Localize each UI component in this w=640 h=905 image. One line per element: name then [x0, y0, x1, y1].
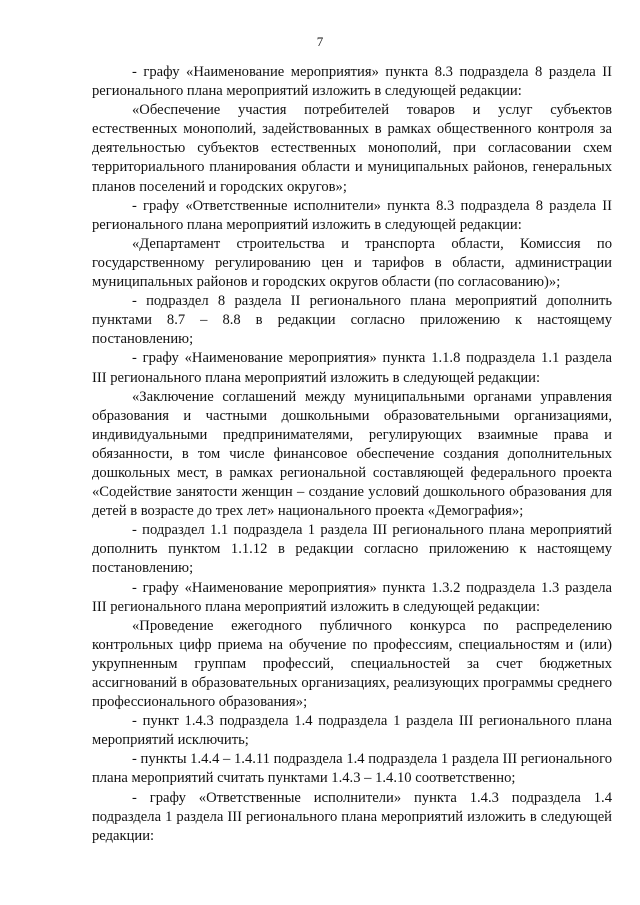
paragraph: - графу «Ответственные исполнители» пункта 1.4.3 подраздела 1.4 подраздела 1 раздела III регионального плана мероприятий изложить в следующей редакции: [92, 789, 612, 844]
page-number: 7 [316, 34, 324, 49]
paragraph: - графу «Ответственные исполнители» пункта 8.3 подраздела 8 раздела II регионального плана мероприятий изложить в следующей редакции: [92, 197, 612, 233]
paragraph: - пункты 1.4.4 – 1.4.11 подраздела 1.4 подраздела 1 раздела III регионального плана мероприятий считать пунктами 1.4.3 – 1.4.10 соответственно; [92, 751, 612, 787]
paragraph: «Обеспечение участия потребителей товаров и услуг субъектов естественных монополий, задействованных в рамках общественного контроля за деятельностью субъектов естественных монополий, при согласовании схем территориального планирования области и муниципальных районов, генеральных планов поселений и городских округов»; [92, 102, 612, 195]
paragraph: - подраздел 8 раздела II регионального плана мероприятий дополнить пунктами 8.7 – 8.8 в редакции согласно приложению к настоящему постановлению; [92, 293, 612, 348]
paragraph: «Проведение ежегодного публичного конкурса по распределению контрольных цифр приема на обучение по профессиям, специальностям и (или) укрупненным группам профессий, специальностей за счет бюджетных ассигнований в образовательных организациях, реализующих программы среднего профессионального образования»; [92, 617, 612, 711]
paragraph: - подраздел 1.1 подраздела 1 раздела III регионального плана мероприятий дополнить пунктом 1.1.12 в редакции согласно приложению к настоящему постановлению; [92, 522, 612, 577]
paragraph: «Заключение соглашений между муниципальными органами управления образования и частными дошкольными образовательными организациями, индивидуальными предпринимателями, регулирующих взаимные права и обязанности, в том числе финансовое обеспечение создания дополнительных дошкольных мест, в рамках региональной составляющей федерального проекта «Содействие занятости женщин – создание условий дошкольного образования для детей в возрасте до трех лет» национального проекта «Демография»; [92, 388, 612, 520]
paragraph: «Департамент строительства и транспорта области, Комиссия по государственному регулированию цен и тарифов в области, администрации муниципальных районов и городских округов области (по согласованию)»; [92, 235, 612, 291]
paragraph: - графу «Наименование мероприятия» пункта 1.1.8 подраздела 1.1 раздела III регионального плана мероприятий изложить в следующей редакции: [92, 350, 612, 386]
paragraph: - пункт 1.4.3 подраздела 1.4 подраздела 1 раздела III регионального плана мероприятий исключить; [92, 713, 612, 749]
document-body [92, 63, 612, 846]
paragraph: - графу «Наименование мероприятия» пункта 8.3 подраздела 8 раздела II регионального плана мероприятий изложить в следующей редакции: [92, 64, 612, 100]
paragraph: - графу «Наименование мероприятия» пункта 1.3.2 подраздела 1.3 раздела III регионального плана мероприятий изложить в следующей редакции: [92, 579, 612, 615]
